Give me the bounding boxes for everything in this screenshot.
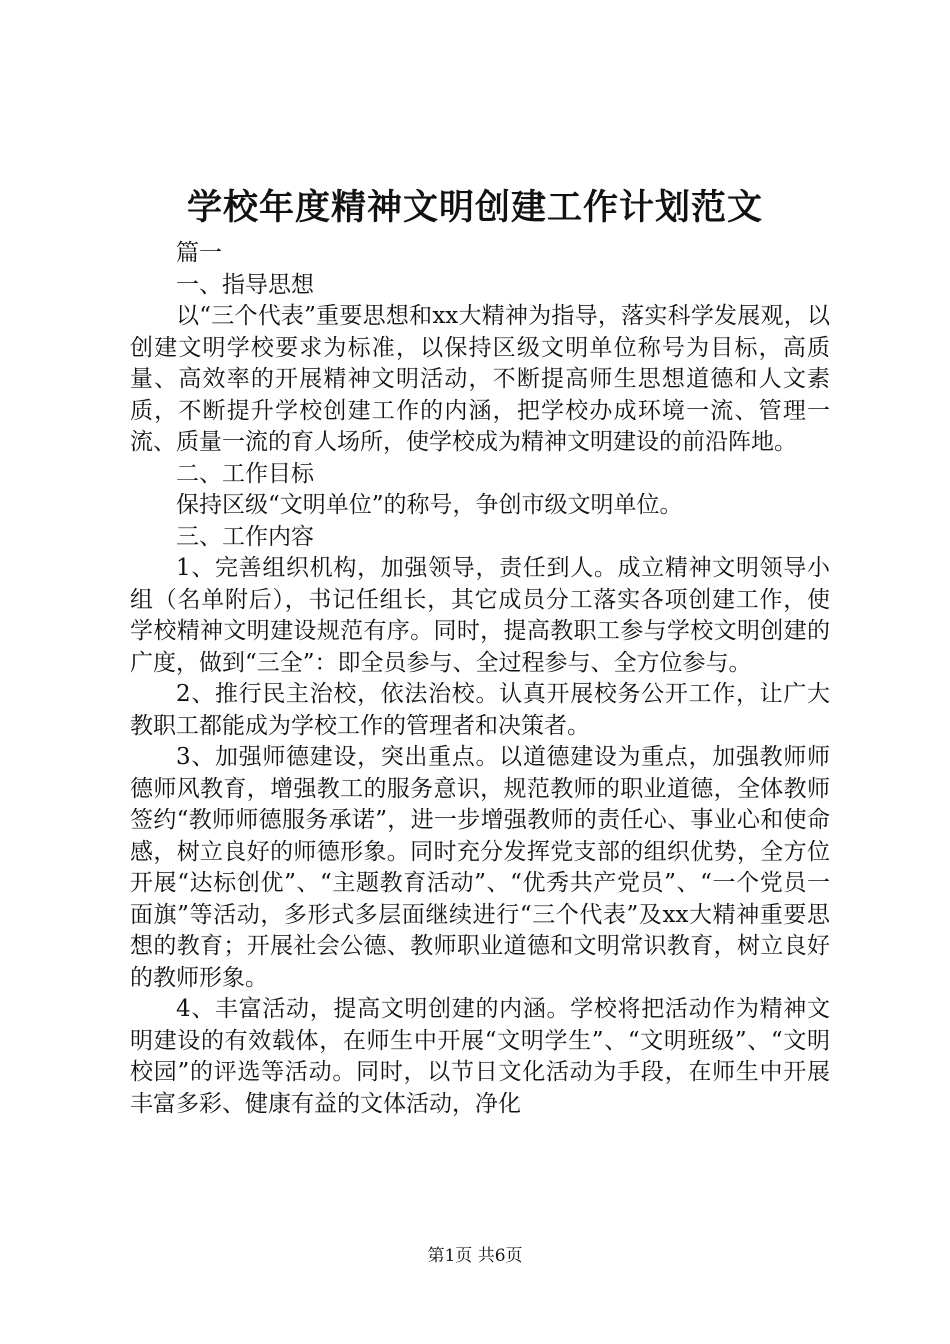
document-body — [130, 238, 830, 1120]
section-label: 篇一 — [176, 240, 222, 266]
paragraph-item-3: 3、加强师德建设，突出重点。以道德建设为重点，加强教师师德师风教育，增强教工的服务意识，规范教师的职业道德，全体教师签约“教师师德服务承诺”，进一步增强教师的责任心、事业心和使命感，树立良好的师德形象。同时充分发挥党支部的组织优势，全方位开展“达标创优”、“主题教育活动”、“优秀共产党员”、“一个党员一面旗”等活动，多形式多层面继续进行“三个代表”及xx大精神重要思想的教育；开展社会公德、教师职业道德和文明常识教育，树立良好的教师形象。 — [130, 744, 830, 991]
page-footer: 第1页 共6页 — [427, 1246, 523, 1266]
document-title: 学校年度精神文明创建工作计划范文 — [186, 187, 763, 228]
paragraph-item-1: 1、完善组织机构，加强领导，责任到人。成立精神文明领导小组（名单附后），书记任组长，其它成员分工落实各项创建工作，使学校精神文明建设规范有序。同时，提高教职工参与学校文明创建的广度，做到“三全”：即全员参与、全过程参与、全方位参与。 — [130, 555, 830, 676]
heading-work-content: 三、工作内容 — [176, 523, 314, 550]
heading-guiding-ideology: 一、指导思想 — [176, 271, 314, 298]
paragraph-work-goal: 保持区级“文明单位”的称号，争创市级文明单位。 — [176, 492, 683, 518]
paragraph-guiding-ideology: 以“三个代表”重要思想和xx大精神为指导，落实科学发展观，以创建文明学校要求为标准，以保持区级文明单位称号为目标，高质量、高效率的开展精神文明活动，不断提高师生思想道德和人文素质，不断提升学校创建工作的内涵，把学校办成环境一流、管理一流、质量一流的育人场所，使学校成为精神文明建设的前沿阵地。 — [130, 303, 830, 455]
paragraph-item-4: 4、丰富活动，提高文明创建的内涵。学校将把活动作为精神文明建设的有效载体，在师生中开展“文明学生”、“文明班级”、“文明校园”的评选等活动。同时，以节日文化活动为手段，在师生中开展丰富多彩、健康有益的文体活动，净化 — [130, 996, 830, 1117]
heading-work-goal: 二、工作目标 — [176, 460, 314, 487]
paragraph-item-2: 2、推行民主治校，依法治校。认真开展校务公开工作，让广大教职工都能成为学校工作的管理者和决策者。 — [130, 681, 830, 739]
